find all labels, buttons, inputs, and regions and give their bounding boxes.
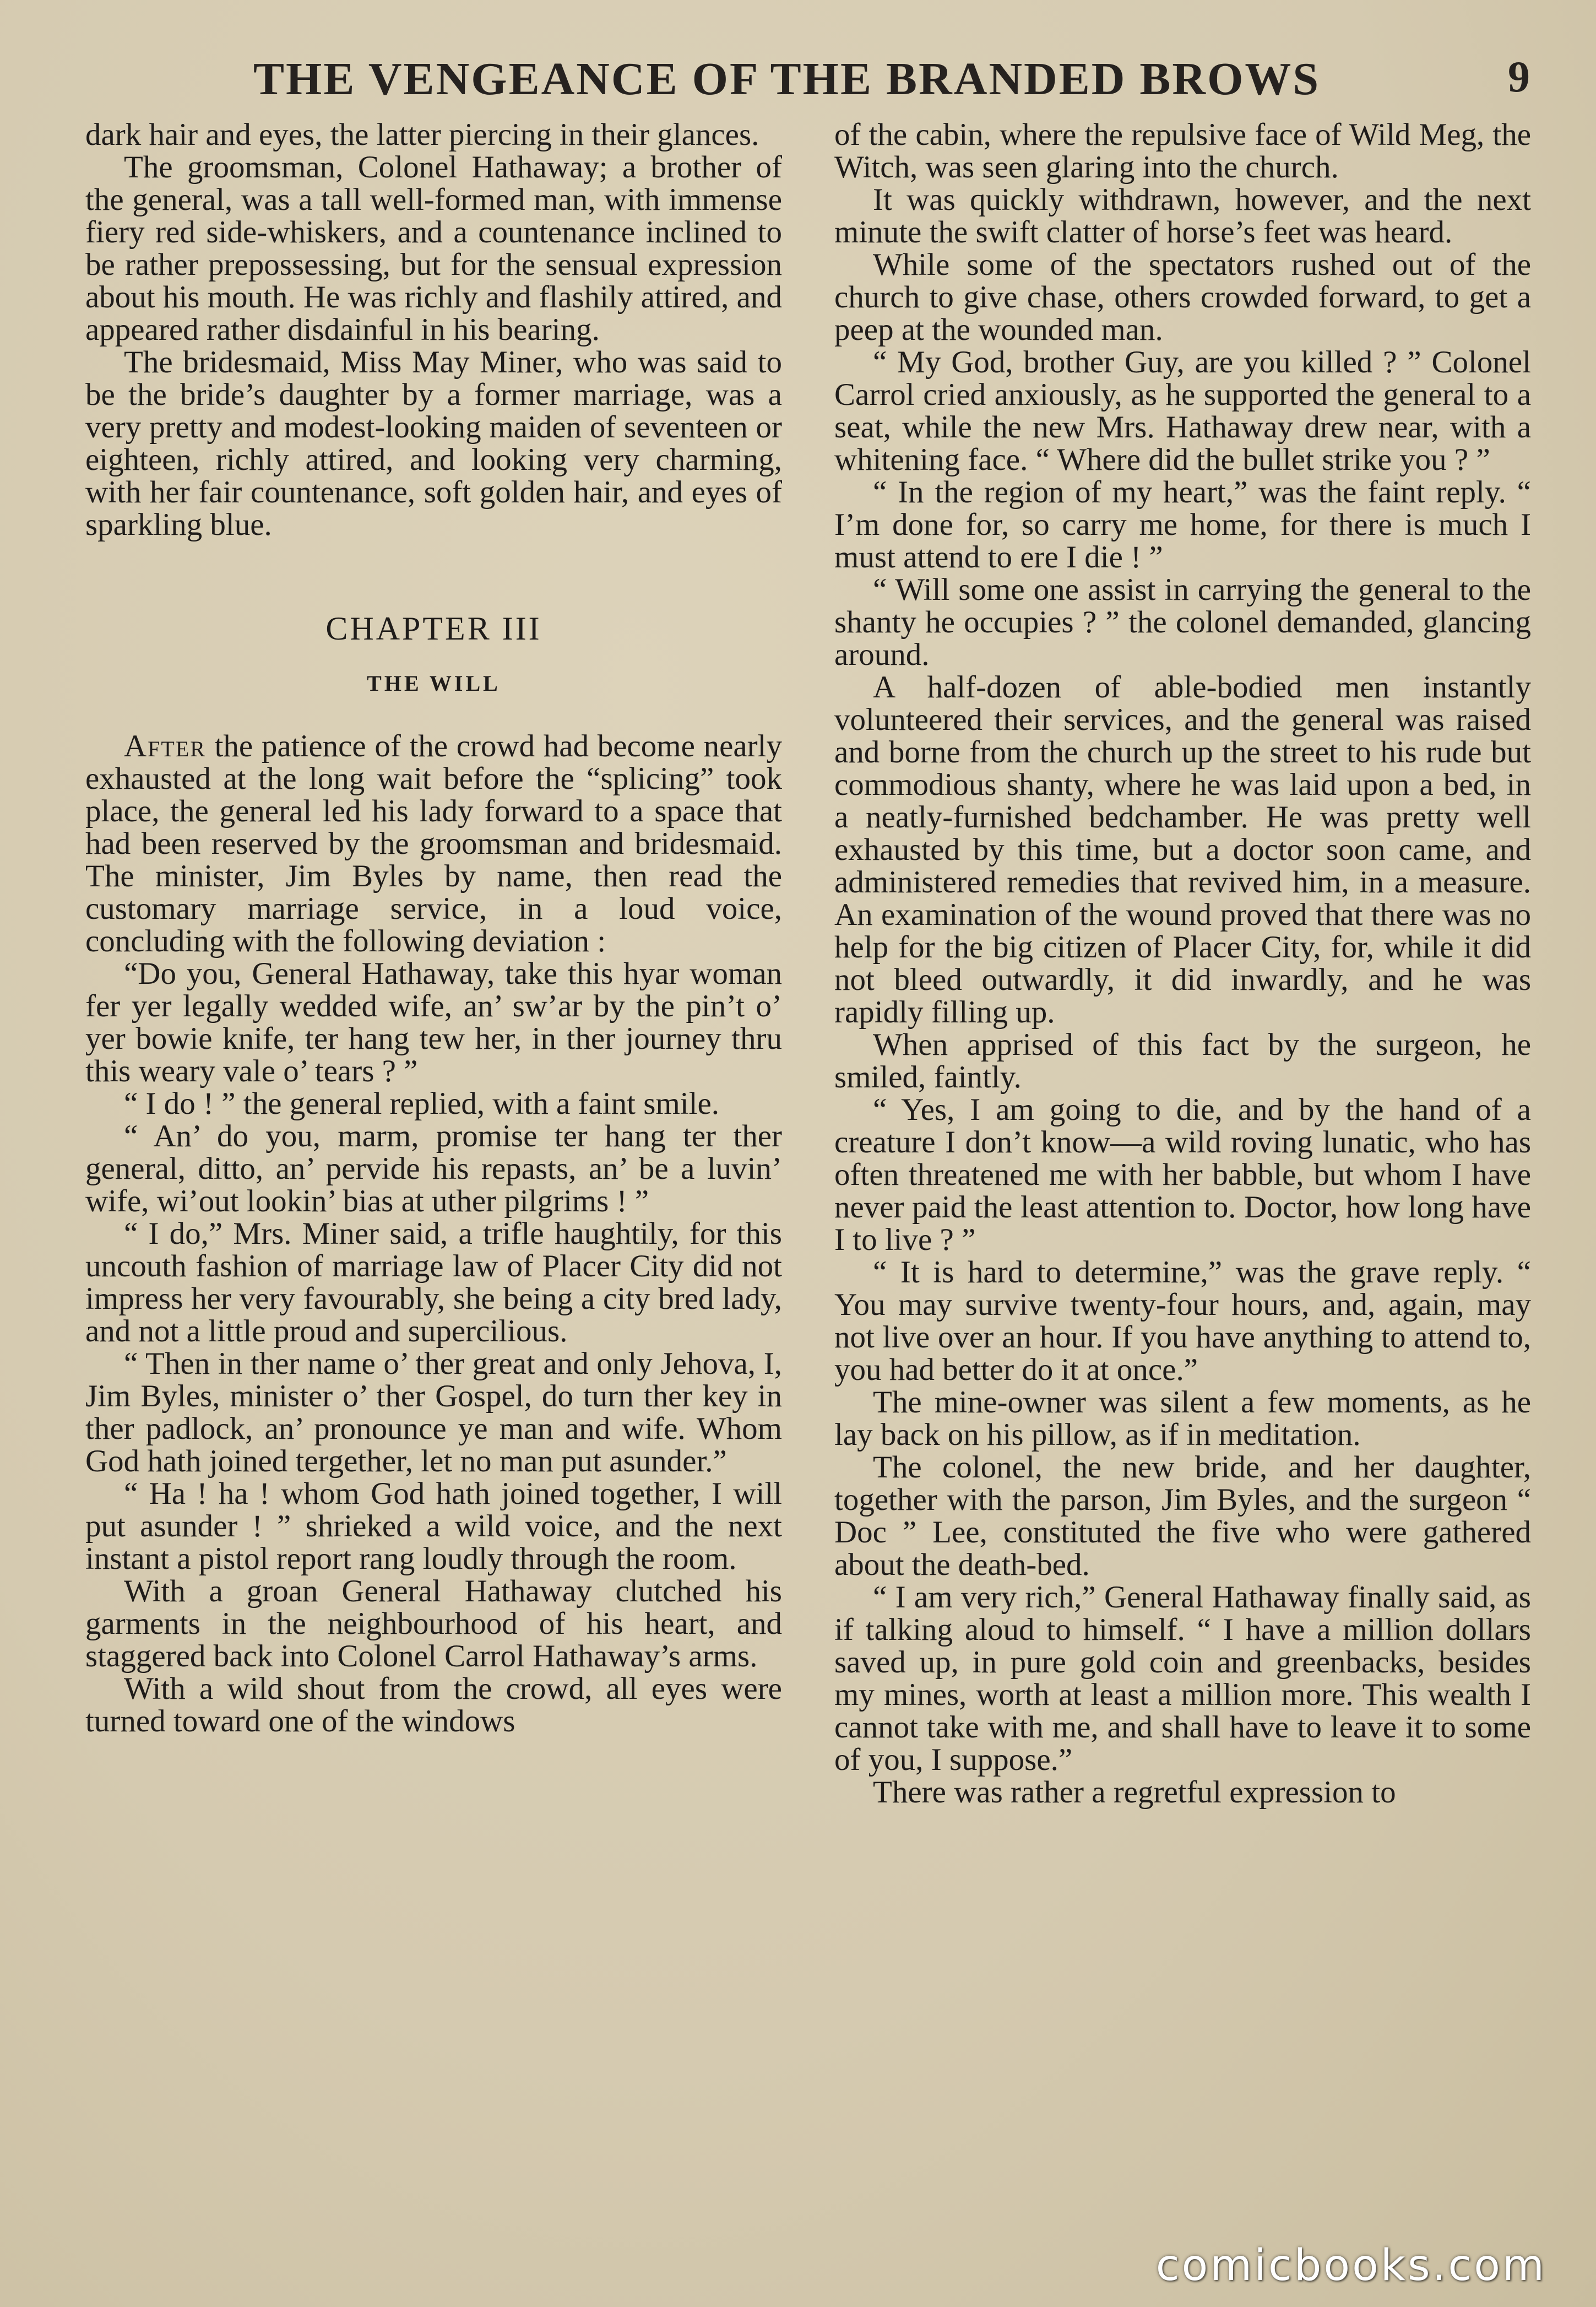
paragraph: “ Then in ther name o’ ther great and only Jehova, I, Jim Byles, minister o’ ther Gospel, do turn ther key in ther padlock, an’ pronounce ye man and wife. Whom God hath joined tergether, let no man put asunder.” (85, 1346, 782, 1479)
paragraph: The mine-owner was silent a few moments, as he lay back on his pillow, as if in meditation. (834, 1385, 1531, 1452)
paragraph: “ My God, brother Guy, are you killed ? ” Colonel Carrol cried anxiously, as he supported the general to a seat, while the new Mrs. Hathaway drew near, with a whitening face. “ Where did the bullet strike you ? ” (834, 345, 1531, 477)
paragraph: of the cabin, where the repulsive face of Wild Meg, the Witch, was seen glaring into the church. (834, 117, 1531, 185)
paragraph: A half-dozen of able-bodied men instantly volunteered their services, and the general was raised and borne from the church up the street to his rude but commodious shanty, where he was laid upon a bed, in a neatly-furnished bedchamber. He was pretty well exhausted by this time, but a doctor soon came, and administered remedies that revived him, in a measure. An examination of the wound proved that there was no help for the big citizen of Placer City, for, while it did not bleed outwardly, it did inwardly, and he was rapidly filling up. (834, 670, 1531, 1030)
running-title: THE VENGEANCE OF THE BRANDED BROWS (253, 53, 1321, 105)
page-header (253, 52, 1530, 118)
paragraph: “ I do,” Mrs. Miner said, a trifle haughtily, for this uncouth fashion of marriage law of Placer City did not impress her very favourably, she being a city bred lady, and not a little proud and supercilious. (85, 1216, 782, 1349)
paragraph-text: the patience of the crowd had become nearly exhausted at the long wait before the “splicing” took place, the general led his lady forward to a space that had been reserved by the groomsman and bridesmaid. The minister, Jim Byles by name, then read the customary marriage service, in a loud voice, concluding with the following deviation : (85, 729, 782, 958)
left-column (85, 118, 782, 1737)
paragraph (85, 730, 782, 957)
paragraph: When apprised of this fact by the surgeon, he smiled, faintly. (834, 1027, 1531, 1095)
site-watermark: comicbooks.com (1155, 2241, 1546, 2290)
paragraph: With a groan General Hathaway clutched his garments in the neighbourhood of his heart, and staggered back into Colonel Carrol Hathaway’s arms. (85, 1574, 782, 1674)
paragraph: “Do you, General Hathaway, take this hyar woman fer yer legally wedded wife, an’ sw’ar by the pin’t o’ yer bowie knife, ter hang tew her, in ther journey thru this weary vale o’ tears ? ” (85, 956, 782, 1088)
paragraph: It was quickly withdrawn, however, and the next minute the swift clatter of horse’s feet was heard. (834, 182, 1531, 250)
paragraph: While some of the spectators rushed out of the church to give chase, others crowded forward, to get a peep at the wounded man. (834, 247, 1531, 347)
paragraph: The groomsman, Colonel Hathaway; a brother of the general, was a tall well-formed man, with immense fiery red side-whiskers, and a countenance inclined to be rather prepossessing, but for the sensual expression about his mouth. He was richly and flashily attired, and appeared rather disdainful in his bearing. (85, 150, 782, 347)
paragraph: “ Will some one assist in carrying the general to the shanty he occupies ? ” the colonel demanded, glancing around. (834, 572, 1531, 672)
paragraph: “ I do ! ” the general replied, with a faint smile. (124, 1086, 719, 1121)
paragraph: “ It is hard to determine,” was the grave reply. “ You may survive twenty-four hours, and, again, may not live over an hour. If you have anything to attend to, you had better do it at once.” (834, 1255, 1531, 1387)
paragraph: With a wild shout from the crowd, all eyes were turned toward one of the windows (85, 1671, 782, 1739)
lead-word: After (124, 729, 206, 763)
page-number: 9 (1508, 53, 1530, 101)
paragraph: “ In the region of my heart,” was the faint reply. “ I’m done for, so carry me home, for there is much I must attend to ere I die ! ” (834, 475, 1531, 575)
right-column (834, 118, 1531, 1808)
paragraph: “ I am very rich,” General Hathaway finally said, as if talking aloud to himself. “ I have a million dollars saved up, in pure gold coin and greenbacks, besides my mines, worth at least a million more. This wealth I cannot take with me, and shall have to leave it to some of you, I suppose.” (834, 1580, 1531, 1777)
chapter-heading: CHAPTER III (325, 610, 542, 647)
paragraph: The colonel, the new bride, and her daughter, together with the parson, Jim Byles, and the surgeon “ Doc ” Lee, constituted the five who were gathered about the death-bed. (834, 1450, 1531, 1582)
paragraph: dark hair and eyes, the latter piercing in their glances. (85, 117, 759, 152)
paragraph: There was rather a regretful expression to (873, 1775, 1396, 1810)
paragraph: “ Yes, I am going to die, and by the hand of a creature I don’t know—a wild roving lunatic, who has often threatened me with her babble, but whom I have never paid the least attention to. Doctor, how long have I to live ? ” (834, 1092, 1531, 1257)
paragraph: “ An’ do you, marm, promise ter hang ter ther general, ditto, an’ pervide his repasts, an’ be a luvin’ wife, wi’out lookin’ bias at uther pilgrims ! ” (85, 1119, 782, 1219)
paragraph: “ Ha ! ha ! whom God hath joined together, I will put asunder ! ” shrieked a wild voice, and the next instant a pistol report rang loudly through the room. (85, 1476, 782, 1576)
chapter-subtitle: THE WILL (367, 671, 501, 696)
paragraph: The bridesmaid, Miss May Miner, who was said to be the bride’s daughter by a former marriage, was a very pretty and modest-looking maiden of seventeen or eighteen, richly attired, and looking very charming, with her fair countenance, soft golden hair, and eyes of sparkling blue. (85, 345, 782, 542)
